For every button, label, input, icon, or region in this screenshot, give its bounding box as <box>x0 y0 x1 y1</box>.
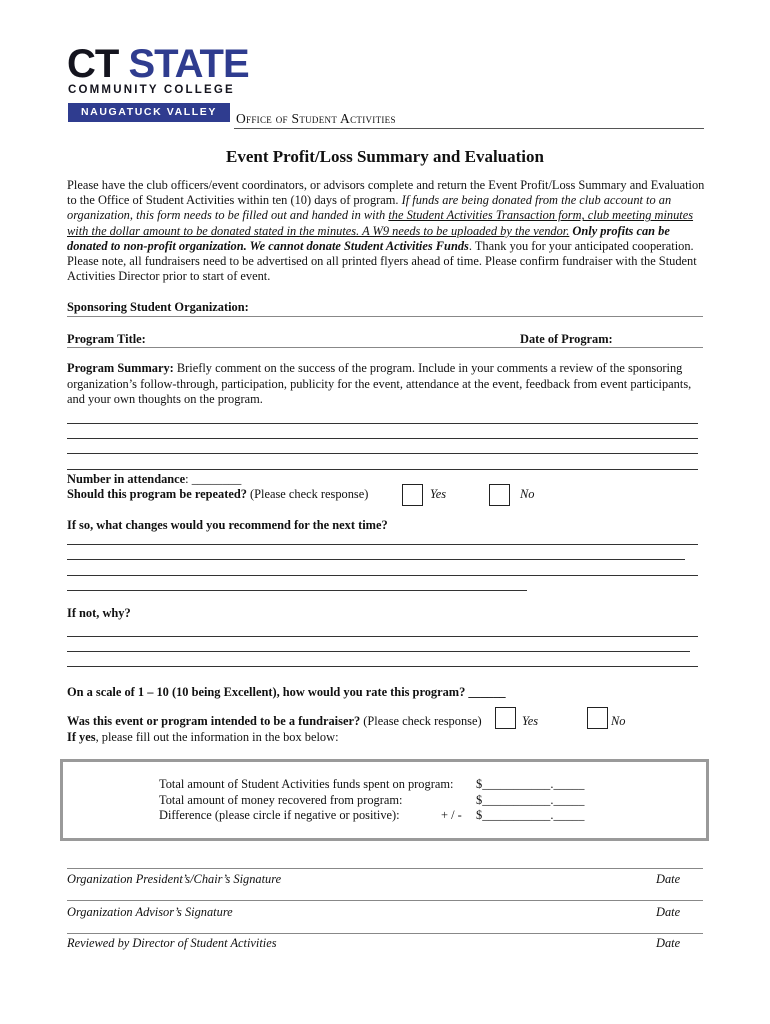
president-signature-line[interactable] <box>67 868 703 869</box>
instructions-paragraph <box>67 178 707 284</box>
difference-sign[interactable]: + / - <box>441 808 462 822</box>
logo-state: STATE <box>128 42 249 86</box>
summary-line-1[interactable] <box>67 423 698 424</box>
fundraiser-question-row <box>67 714 482 729</box>
changes-question: If so, what changes would you recommend for the next time? <box>67 518 388 532</box>
logo-community-college: COMMUNITY COLLEGE <box>68 84 235 96</box>
director-signature-line[interactable] <box>67 933 703 934</box>
changes-line-4[interactable] <box>67 590 527 591</box>
fundraiser-yes-label: Yes <box>522 714 539 728</box>
director-date-label: Date <box>656 936 681 950</box>
attendance-label: Number in attendance <box>67 472 186 486</box>
summary-line-2[interactable] <box>67 438 698 439</box>
intro-closing-text: . Thank you for your anticipated cooperation. Please note, all fundraisers need to be advertised on all printed flyers ahead of time. Please confirm fundraiser with the Student Activities Director prior to start of event. <box>67 238 697 284</box>
intro-bold-italic-text: Only profits can be donated to non-profit organization. We cannot donate Student Activities Funds <box>67 223 670 253</box>
money-recovered-field[interactable]: $___________._____ <box>476 793 585 807</box>
difference-field[interactable]: $___________._____ <box>476 808 585 822</box>
president-signature-label: Organization President’s/Chair’s Signature <box>67 872 282 886</box>
summary-line-4[interactable] <box>67 469 698 470</box>
program-summary-text: Briefly comment on the success of the program. Include in your comments a review of the sponsoring organization’s follow-through, participation, publicity for the event, attendance at the event, feedback from event participants, and your own thoughts on the program. <box>67 361 692 406</box>
repeat-no-label: No <box>520 487 535 501</box>
program-summary-instructions <box>67 361 707 408</box>
sponsoring-org-field[interactable] <box>67 316 703 317</box>
if-yes-text: , please fill out the information in the box below: <box>95 730 339 744</box>
repeat-yes-checkbox[interactable] <box>402 484 423 506</box>
funds-spent-label: Total amount of Student Activities funds spent on program: <box>159 777 454 791</box>
if-not-question: If not, why? <box>67 606 131 620</box>
changes-line-1[interactable] <box>67 544 698 545</box>
changes-line-3[interactable] <box>67 575 698 576</box>
intro-italic-text: If funds are being donated from the club account to an organization, this form needs to be filled out and handed in with <box>67 193 672 223</box>
attendance-row <box>67 472 241 487</box>
header-rule <box>234 128 704 129</box>
fundraiser-yes-checkbox[interactable] <box>495 707 516 729</box>
program-title-label: Program Title: <box>67 332 146 346</box>
logo-ct: CT <box>67 42 119 86</box>
repeat-question: Should this program be repeated? <box>67 487 247 501</box>
advisor-signature-label: Organization Advisor’s Signature <box>67 905 233 919</box>
advisor-date-label: Date <box>656 905 681 919</box>
rating-question[interactable]: On a scale of 1 – 10 (10 being Excellent), how would you rate this program? ______ <box>67 685 506 699</box>
repeat-yes-label: Yes <box>430 487 447 501</box>
funds-spent-field[interactable]: $___________._____ <box>476 777 585 791</box>
advisor-signature-line[interactable] <box>67 900 703 901</box>
fundraiser-no-checkbox[interactable] <box>587 707 608 729</box>
if-not-line-1[interactable] <box>67 636 698 637</box>
money-recovered-label: Total amount of money recovered from program: <box>159 793 403 807</box>
fundraiser-no-label: No <box>611 714 626 728</box>
logo-campus-bar: NAUGATUCK VALLEY <box>68 103 230 122</box>
program-date-label: Date of Program: <box>520 332 613 346</box>
attendance-field[interactable]: : ________ <box>185 472 242 486</box>
fundraiser-hint: (Please check response) <box>360 714 482 728</box>
repeat-question-row <box>67 487 368 502</box>
form-title: Event Profit/Loss Summary and Evaluation <box>225 147 544 166</box>
president-date-label: Date <box>656 872 681 886</box>
if-not-line-2[interactable] <box>67 651 690 652</box>
program-title-field[interactable] <box>67 347 703 348</box>
office-heading: Office of Student Activities <box>236 111 396 126</box>
difference-label: Difference (please circle if negative or positive): <box>159 808 400 822</box>
program-summary-label: Program Summary: <box>67 361 174 375</box>
repeat-hint: (Please check response) <box>246 487 369 501</box>
director-signature-label: Reviewed by Director of Student Activities <box>67 936 277 950</box>
if-yes-bold: If yes <box>67 730 96 744</box>
changes-line-2[interactable] <box>67 559 685 560</box>
intro-underlined-text: the Student Activities Transaction form, club meeting minutes with the dollar amount to be donated stated in the minutes. A W9 needs to be uploaded by the vendor. <box>67 208 694 238</box>
fundraiser-question: Was this event or program intended to be a fundraiser? <box>67 714 361 728</box>
repeat-no-checkbox[interactable] <box>489 484 510 506</box>
if-not-line-3[interactable] <box>67 666 698 667</box>
college-logo-wordmark <box>67 44 249 84</box>
intro-text: Please have the club officers/event coordinators, or advisors complete and return the Event Profit/Loss Summary and Evaluation to the Office of Student Activities within ten (10) days of program. <box>67 178 705 208</box>
if-yes-instruction <box>67 730 339 745</box>
summary-line-3[interactable] <box>67 453 698 454</box>
sponsoring-org-label: Sponsoring Student Organization: <box>67 300 249 314</box>
